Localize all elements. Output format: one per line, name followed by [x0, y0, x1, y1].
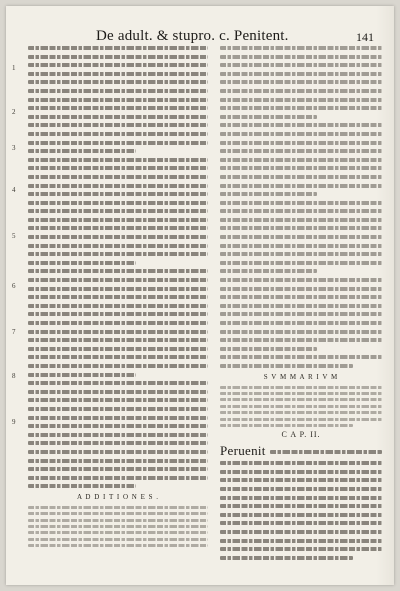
additions-text [28, 506, 208, 551]
text-line [220, 504, 382, 508]
right-main-text [220, 46, 382, 368]
text-line [28, 476, 208, 480]
text-line [220, 89, 382, 93]
text-line [220, 132, 382, 136]
left-text-column [28, 46, 208, 551]
text-line [220, 98, 382, 102]
text-line [28, 226, 208, 230]
text-line [220, 398, 382, 401]
text-line [28, 261, 136, 265]
text-line [28, 278, 208, 282]
text-line [28, 312, 208, 316]
text-line [28, 506, 208, 509]
text-line [220, 364, 353, 368]
text-line [220, 487, 382, 491]
text-line [220, 530, 382, 534]
text-line [28, 46, 208, 50]
text-line [220, 192, 317, 196]
text-line [220, 218, 382, 222]
text-line [220, 184, 382, 188]
text-line [28, 330, 208, 334]
text-line [220, 470, 382, 474]
text-line [220, 338, 382, 342]
text-line [28, 373, 136, 377]
text-line [28, 364, 208, 368]
text-line [28, 390, 208, 394]
text-line [28, 218, 208, 222]
page-header [6, 28, 394, 48]
text-line [28, 123, 208, 127]
text-line [220, 261, 382, 265]
text-line [28, 89, 208, 93]
text-line [28, 252, 208, 256]
folio-number: 141 [356, 30, 374, 44]
text-line [220, 175, 382, 179]
text-line [28, 338, 208, 342]
text-line [28, 106, 208, 110]
text-line [220, 418, 382, 421]
text-line [220, 72, 382, 76]
text-line [28, 209, 208, 213]
summary-text [220, 386, 382, 427]
text-line [28, 158, 208, 162]
text-line [28, 304, 208, 308]
text-line [28, 450, 208, 454]
text-line [28, 244, 208, 248]
text-line [220, 201, 382, 205]
text-line [220, 226, 382, 230]
text-line [28, 72, 208, 76]
margin-number: 6 [12, 282, 16, 290]
chapter-incipit-row [220, 442, 382, 461]
text-line [220, 123, 382, 127]
chapter-incipit: Peruenit [220, 443, 266, 459]
text-line [28, 166, 208, 170]
running-title: De adult. & stupro. c. Penitent. [96, 28, 289, 44]
text-line [220, 461, 382, 465]
text-line [220, 63, 382, 67]
text-line [220, 355, 382, 359]
text-line [28, 484, 136, 488]
text-line [270, 450, 382, 454]
text-line [28, 132, 208, 136]
text-line [220, 149, 382, 153]
text-line [220, 521, 382, 525]
text-line [220, 209, 382, 213]
text-line [28, 407, 208, 411]
text-line [220, 106, 382, 110]
text-line [220, 539, 382, 543]
text-line [220, 392, 382, 395]
text-line [220, 244, 382, 248]
text-line [220, 513, 382, 517]
text-line [220, 321, 382, 325]
text-line [220, 295, 382, 299]
text-line [220, 252, 382, 256]
text-line [28, 525, 208, 528]
text-line [220, 278, 382, 282]
text-line [220, 235, 382, 239]
text-line [28, 201, 208, 205]
text-line [28, 441, 208, 445]
text-line [28, 80, 208, 84]
text-line [28, 192, 208, 196]
chapter-heading: C A P. II. [281, 430, 321, 440]
text-line [28, 55, 208, 59]
text-line [28, 512, 208, 515]
text-line [28, 98, 208, 102]
text-line [220, 496, 382, 500]
text-line [28, 538, 208, 541]
margin-number: 4 [12, 186, 16, 194]
text-line [28, 321, 208, 325]
text-line [220, 347, 317, 351]
margin-number: 7 [12, 328, 16, 336]
margin-number: 2 [12, 108, 16, 116]
text-line [220, 80, 382, 84]
text-line [28, 467, 208, 471]
text-line [28, 544, 208, 547]
text-line [220, 478, 382, 482]
margin-number: 9 [12, 418, 16, 426]
margin-number: 5 [12, 232, 16, 240]
left-main-text [28, 46, 208, 488]
text-line [28, 175, 208, 179]
text-line [220, 304, 382, 308]
text-line [28, 433, 208, 437]
margin-number: 3 [12, 144, 16, 152]
summary-heading: S V M M A R I V M [263, 372, 339, 381]
text-line [28, 235, 208, 239]
right-text-column [220, 46, 382, 571]
text-line [28, 355, 208, 359]
text-line [28, 63, 208, 67]
chapter-text [220, 461, 382, 560]
text-line [220, 424, 353, 427]
text-line [220, 46, 382, 50]
text-line [28, 115, 208, 119]
text-line [28, 269, 208, 273]
text-line [220, 547, 382, 551]
additions-heading: A D D I T I O N E S . [77, 492, 159, 501]
text-line [220, 269, 317, 273]
text-line [220, 411, 382, 414]
margin-number: 8 [12, 372, 16, 380]
document-page [6, 6, 394, 585]
text-line [28, 149, 136, 153]
text-line [28, 287, 208, 291]
text-line [220, 166, 382, 170]
text-line [220, 55, 382, 59]
text-line [220, 556, 353, 560]
margin-number: 1 [12, 64, 16, 72]
text-line [220, 386, 382, 389]
text-line [28, 184, 208, 188]
text-line [220, 141, 382, 145]
text-line [28, 347, 208, 351]
text-line [220, 405, 382, 408]
text-line [220, 158, 382, 162]
text-line [28, 398, 208, 402]
text-line [220, 115, 317, 119]
text-line [220, 330, 382, 334]
text-line [220, 287, 382, 291]
text-line [28, 295, 208, 299]
text-line [28, 531, 208, 534]
text-line [28, 141, 208, 145]
text-line [28, 519, 208, 522]
text-line [28, 416, 208, 420]
text-line [28, 459, 208, 463]
text-line [220, 312, 382, 316]
text-line [28, 424, 208, 428]
text-line [28, 381, 208, 385]
